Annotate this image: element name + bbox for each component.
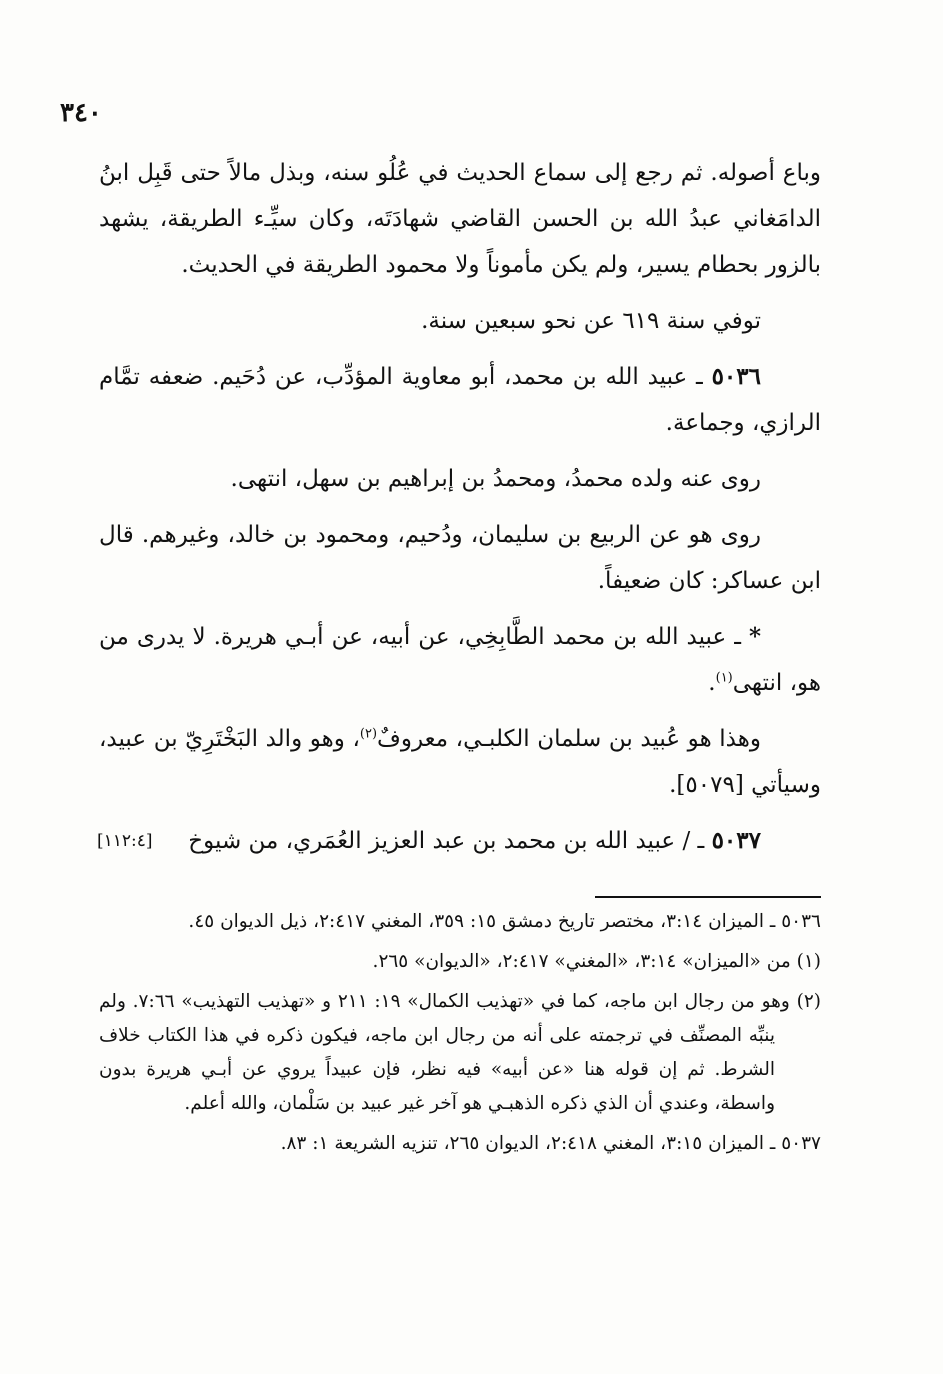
identification-text-b: ، وهو والد البَخْتَرِيّ بن عبيد، وسيأتي [٥٠٧٩]. — [99, 726, 821, 798]
paragraph-identification — [99, 716, 821, 808]
entry-text: ـ / عبيد الله بن محمد بن عبد العزيز العُمَري، من شيوخ — [188, 828, 705, 854]
entry-starred — [99, 614, 821, 706]
entry-text: ـ عبيد الله بن محمد، أبو معاوية المؤدِّب، عن دُحَيم. ضعفه تمَّام الرازي، وجماعة. — [99, 364, 821, 436]
identification-text-a: وهذا هو عُبيد بن سلمان الكلبـي، معروفٌ — [377, 726, 761, 752]
footnote-divider — [595, 896, 821, 898]
paragraph-death-date: توفي سنة ٦١٩ عن نحو سبعين سنة. — [421, 308, 761, 334]
entry-text: ـ عبيد الله بن محمد الطَّابِخِي، عن أبيه، عن أبـي هريرة. لا يدرى من هو، انتهى — [99, 624, 821, 696]
main-text — [99, 150, 821, 864]
entry-5036 — [99, 354, 821, 446]
paragraph-narrators-from: روى عنه ولده محمدُ، ومحمدُ بن إبراهيم بن سهل، انتهى. — [230, 466, 761, 492]
footnote-ref-1: (١) — [715, 670, 733, 686]
entry-number: ٥٠٣٧ — [711, 827, 761, 854]
footnote-1: (١) من «الميزان» ٣:١٤، «المغني» ٢:٤١٧، «الديوان» ٢٦٥. — [372, 951, 821, 972]
star-marker: * — [748, 623, 761, 650]
entry-number: ٥٠٣٦ — [711, 363, 761, 390]
footnote-2: (٢) وهو من رجال ابن ماجه، كما في «تهذيب الكمال» ١٩: ٢١١ و «تهذيب التهذيب» ٧:٦٦. ولم ينبِّه المصنِّف في ترجمته على أنه من رجال ابن ماجه، فيكون ذكره في هذا الكتاب خلاف الشرط. ثم إن قوله هنا «عن أبيه» فيه نظر، فإن عبيداً يروي عن أبـي هريرة بدون واسطة، وعندي أن الذي ذكره الذهبـي هو آخر غير عبيد بن سَلْمان، والله أعلم. — [99, 991, 821, 1114]
footnote-source-5036: ٥٠٣٦ ـ الميزان ٣:١٤، مختصر تاريخ دمشق ١٥: ٣٥٩، المغني ٢:٤١٧، ذيل الديوان ٤٥. — [188, 911, 821, 932]
footnote-source-5037: ٥٠٣٧ ـ الميزان ٣:١٥، المغني ٢:٤١٨، الديوان ٢٦٥، تنزيه الشريعة ١: ٨٣. — [280, 1133, 821, 1154]
margin-reference: [١١٢:٤] — [97, 831, 153, 851]
entry-5037 — [99, 818, 821, 864]
footnote-ref-2: (٢) — [359, 726, 378, 742]
paragraph-biography-continued: وباع أصوله. ثم رجع إلى سماع الحديث في عُلُو سنه، وبذل مالاً حتى قَبِل ابنُ الدامَغاني عبدُ الله بن الحسن القاضي شهادَتَه، وكان سيِّـء الطريقة، يشهد بالزور بحطام يسير، ولم يكن مأموناً ولا محمود الطريقة في الحديث. — [99, 160, 821, 278]
paragraph-narrated-by: روى هو عن الربيع بن سليمان، ودُحيم، ومحمود بن خالد، وغيرهم. قال ابن عساكر: كان ضعيفاً. — [99, 522, 821, 594]
page-number: ٣٤٠ — [60, 98, 102, 128]
entry-end: . — [708, 670, 716, 696]
footnotes — [99, 905, 821, 1167]
